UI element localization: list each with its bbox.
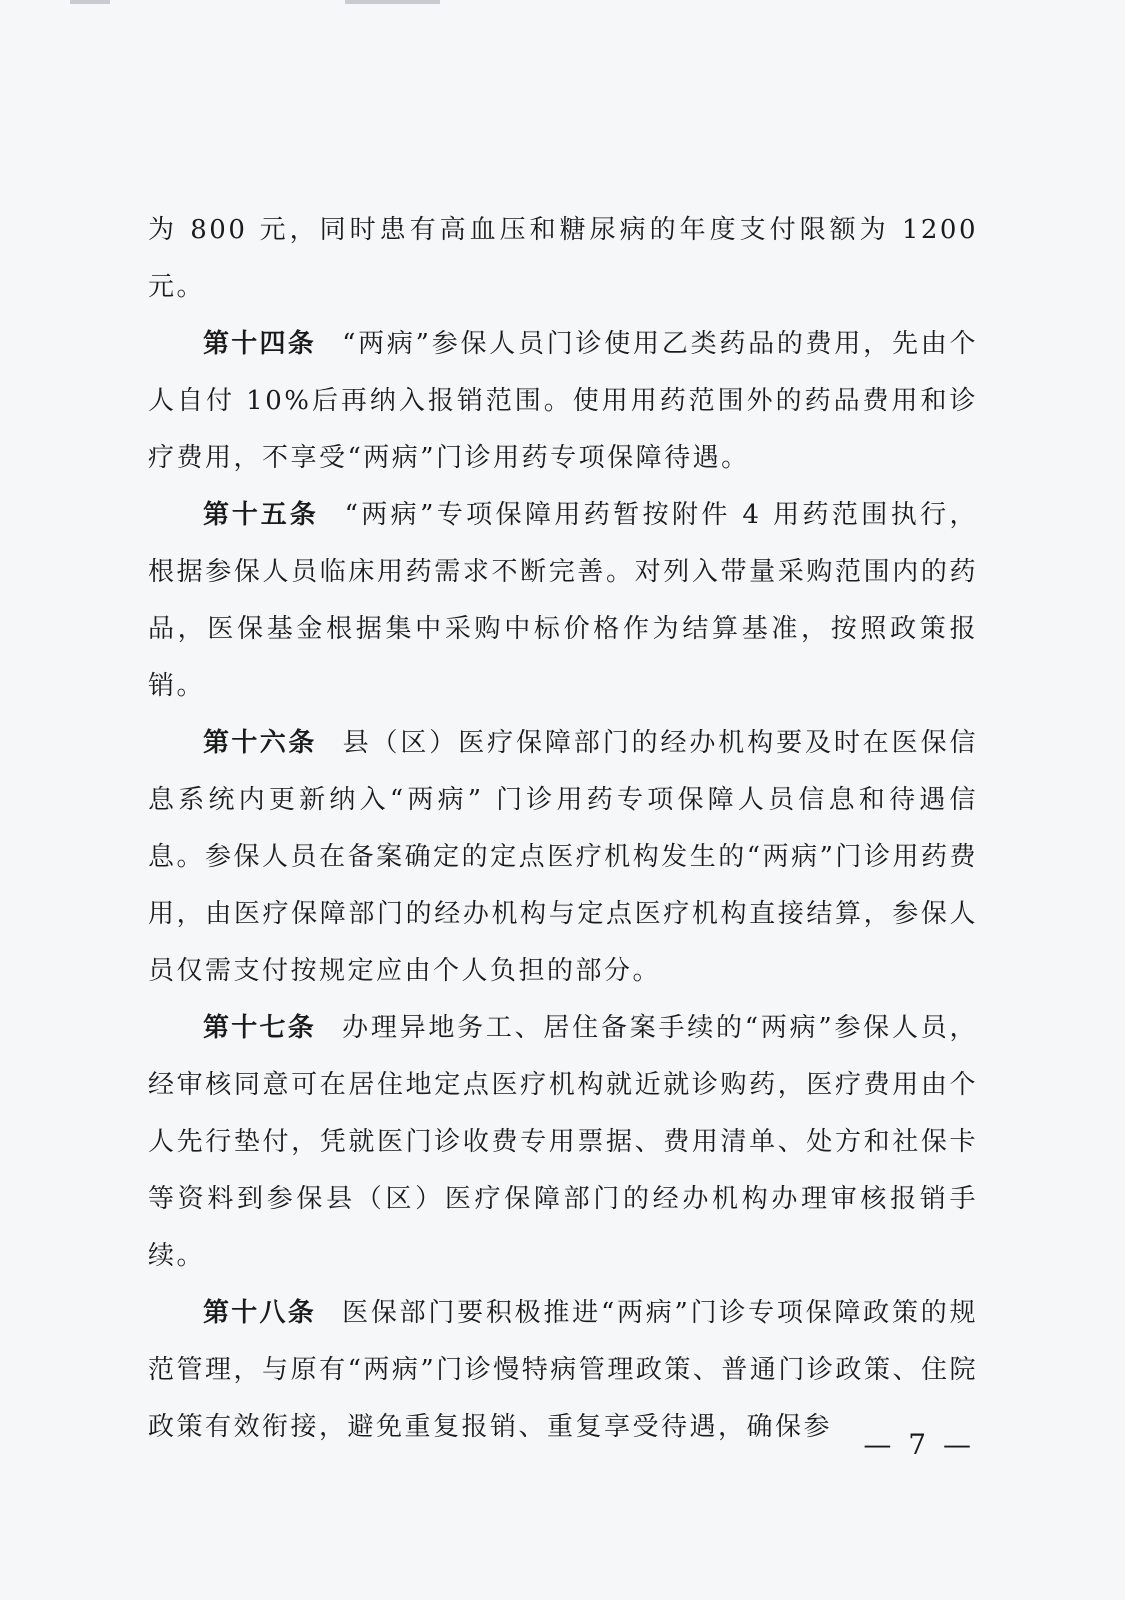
paragraph-text: “两病”参保人员门诊使用乙类药品的费用，先由个人自付 10%后再纳入报销范围。使用用药范围外的药品费用和诊疗费用，不享受“两病”门诊用药专项保障待遇。 [148,329,978,473]
article-heading: 第十五条 [203,500,319,530]
article-heading: 第十六条 [203,728,317,758]
paragraph [148,487,978,715]
paragraph [148,1000,978,1285]
paragraph-text: 为 800 元，同时患有高血压和糖尿病的年度支付限额为 1200 元。 [148,215,978,302]
scan-artifact [70,0,110,4]
paragraph [148,202,978,316]
paragraph-text: 医保部门要积极推进“两病”门诊专项保障政策的规范管理，与原有“两病”门诊慢特病管理政策、普通门诊政策、住院政策有效衔接，避免重复报销、重复享受待遇，确保参 [148,1298,978,1442]
paragraph [148,1285,978,1456]
paragraph-text: 县（区）医疗保障部门的经办机构要及时在医保信息系统内更新纳入“两病” 门诊用药专项保障人员信息和待遇信息。参保人员在备案确定的定点医疗机构发生的“两病”门诊用药费用，由医疗保障部门的经办机构与定点医疗机构直接结算，参保人员仅需支付按规定应由个人负担的部分。 [148,728,978,986]
paragraph-text: 办理异地务工、居住备案手续的“两病”参保人员，经审核同意可在居住地定点医疗机构就近就诊购药，医疗费用由个人先行垫付，凭就医门诊收费专用票据、费用清单、处方和社保卡等资料到参保县（区）医疗保障部门的经办机构办理审核报销手续。 [148,1013,978,1271]
paragraph-text: “两病”专项保障用药暂按附件 4 用药范围执行，根据参保人员临床用药需求不断完善。对列入带量采购范围内的药品，医保基金根据集中采购中标价格作为结算基准，按照政策报销。 [148,500,978,701]
page-number: — 7 — [863,1428,975,1461]
article-heading: 第十四条 [203,329,317,359]
scan-artifact [345,0,440,4]
paragraph [148,316,978,487]
article-heading: 第十八条 [203,1298,317,1328]
article-heading: 第十七条 [203,1013,317,1043]
document-body [148,202,978,1456]
paragraph [148,715,978,1000]
